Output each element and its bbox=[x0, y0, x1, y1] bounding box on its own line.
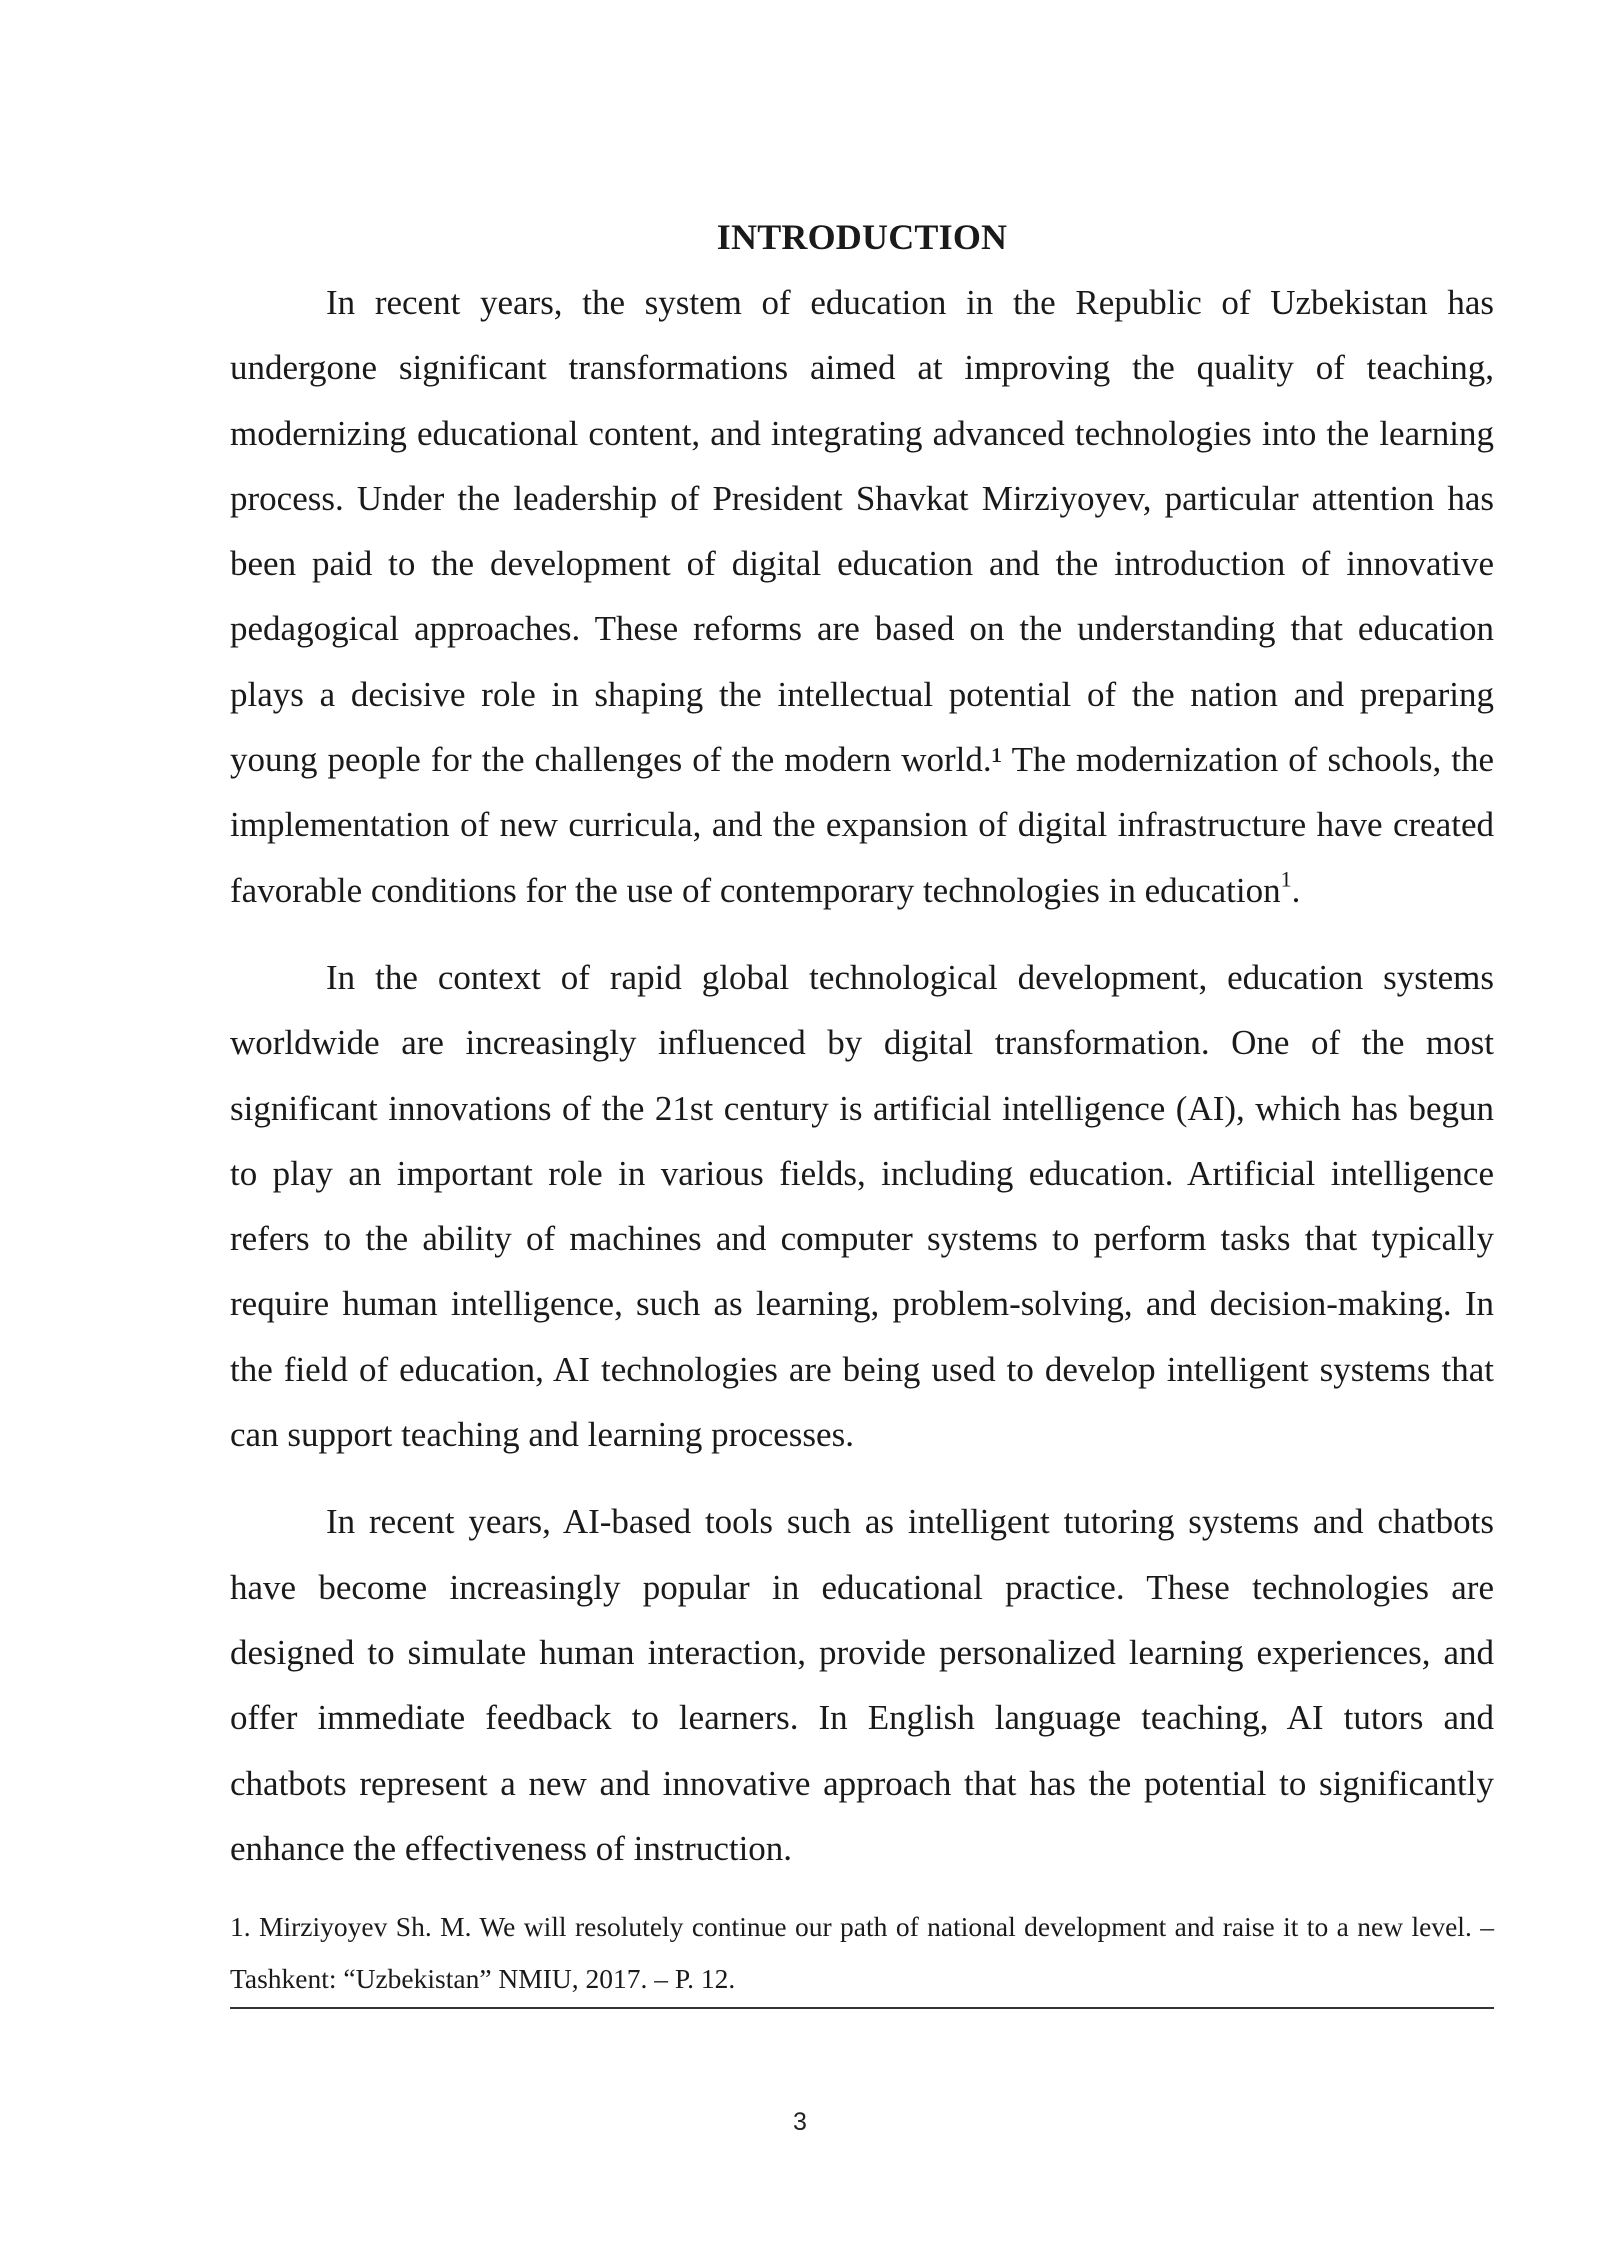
footnote-text: 1. Mirziyoyev Sh. M. We will resolutely continue our path of national development and raise it to a new level. – Tashkent: “Uzbekistan” NMIU, 2017. – P. 12. bbox=[230, 1911, 1494, 1995]
footnote-area bbox=[230, 1901, 1494, 2009]
paragraph-3: In recent years, AI-based tools such as intelligent tutoring systems and chatbots have become increasingly popular in educational practice. These technologies are designed to simulate human interaction, provide personalized learning experiences, and offer immediate feedback to learners. In English language teaching, AI tutors and chatbots represent a new and innovative approach that has the potential to significantly enhance the effectiveness of instruction. bbox=[230, 1502, 1494, 1868]
inline-reference-mark: ¹ bbox=[991, 740, 1003, 780]
paragraph-1-ending: . bbox=[1291, 870, 1301, 910]
footnote-reference: 1 bbox=[1280, 866, 1292, 892]
section-heading: INTRODUCTION bbox=[716, 217, 1008, 257]
footnote-divider bbox=[230, 2007, 1494, 2009]
page-number: 3 bbox=[793, 2108, 807, 2136]
page-content bbox=[230, 205, 1494, 2009]
paragraph-1-continuation: The modernization of schools, the implementation of new curricula, and the expansion of digital infrastructure have created favorable conditions for the use of contemporary technologies in education bbox=[230, 740, 1494, 910]
paragraph-2: In the context of rapid global technological development, education systems worldwide are increasingly influenced by digital transformation. One of the most significant innovations of the 21st century is artificial intelligence (AI), which has begun to play an important role in various fields, including education. Artificial intelligence refers to the ability of machines and computer systems to perform tasks that typically require human intelligence, such as learning, problem-solving, and decision-making. In the field of education, AI technologies are being used to develop intelligent systems that can support teaching and learning processes. bbox=[230, 957, 1494, 1455]
paragraph-1 bbox=[230, 270, 1494, 923]
paragraph-1-text: In recent years, the system of education in the Republic of Uzbekistan has undergone significant transformations aimed at improving the quality of teaching, modernizing educational content, and integrating advanced technologies into the learning process. Under the leadership of President Shavkat Mirziyoyev, particular attention has been paid to the development of digital education and the introduction of innovative pedagogical approaches. These reforms are based on the understanding that education plays a decisive role in shaping the intellectual potential of the nation and preparing young people for the challenges of the modern world. bbox=[230, 283, 1494, 780]
